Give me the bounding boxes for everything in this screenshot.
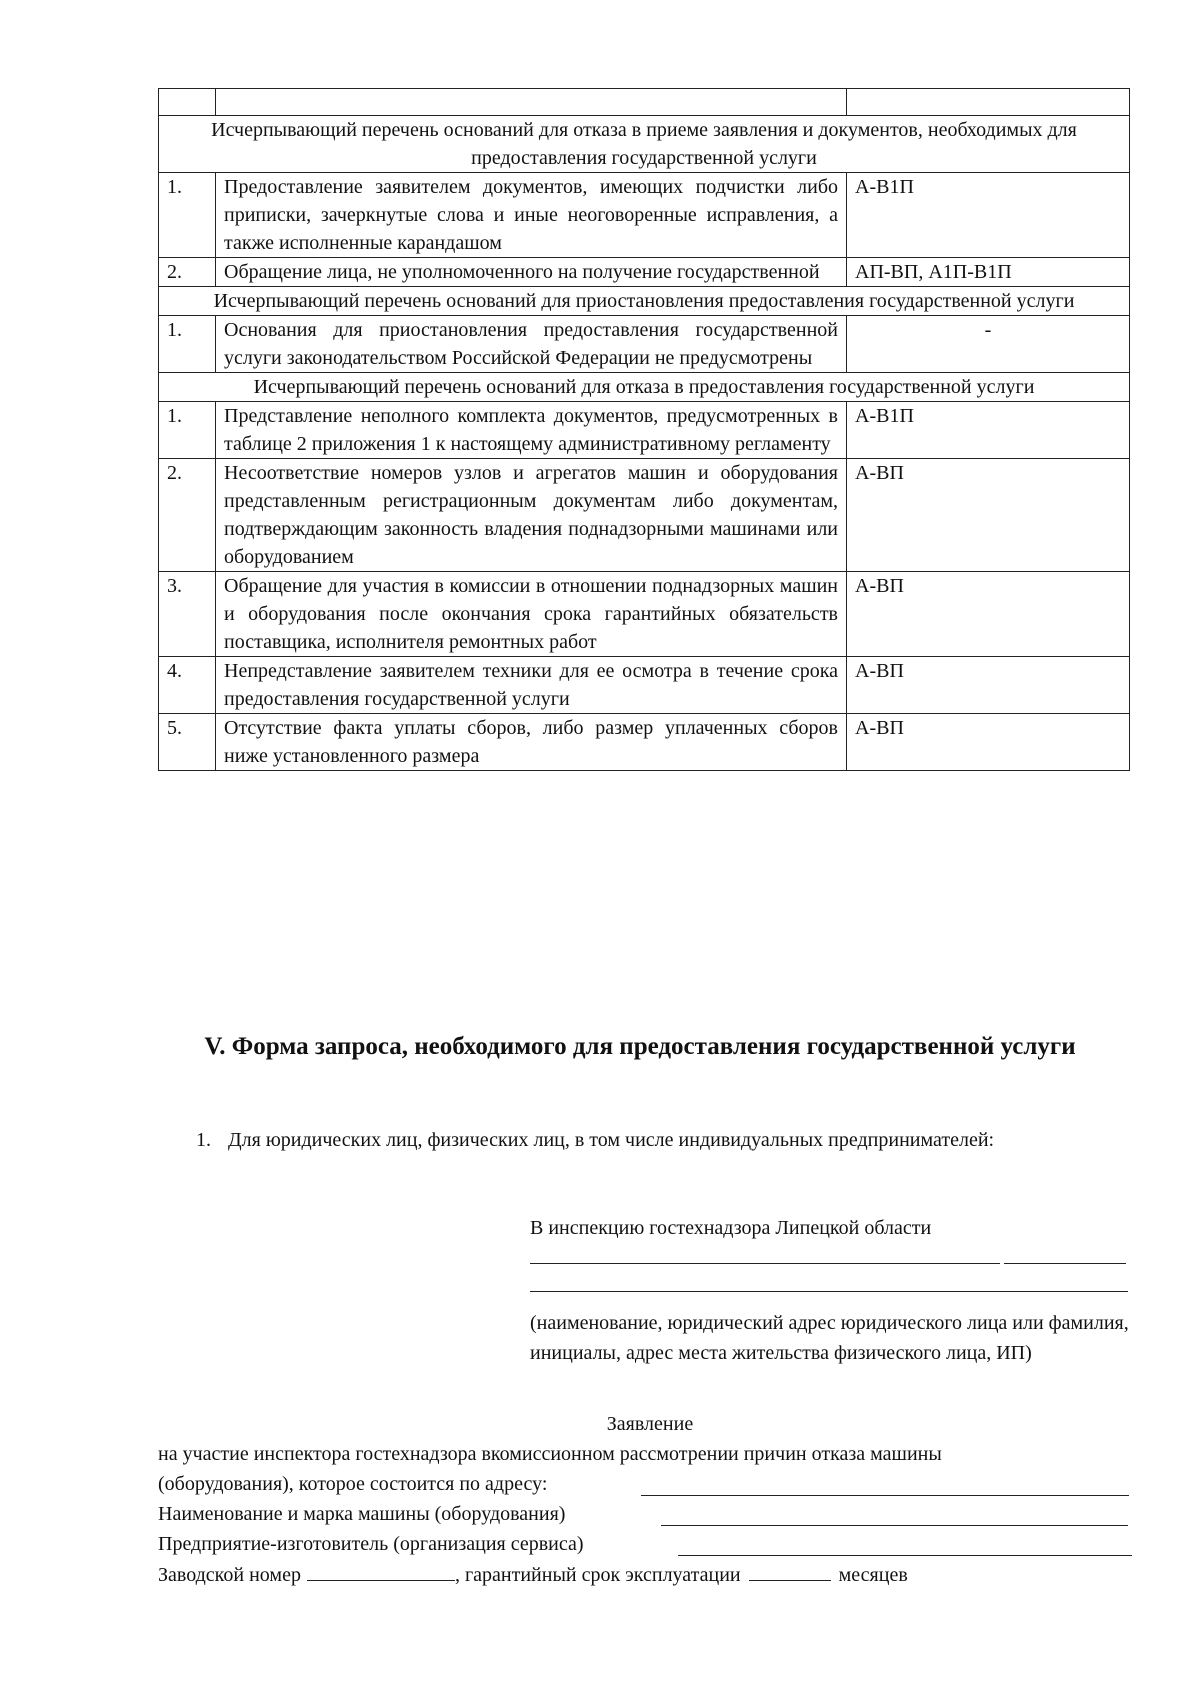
section-heading-suspension: Исчерпывающий перечень оснований для приостановления предоставления государственной услуги bbox=[159, 287, 1130, 316]
serial-number-label: Заводской номер bbox=[158, 1564, 301, 1586]
application-line-1: на участие инспектора гостехнадзора вкомиссионном рассмотрении причин отказа машины bbox=[158, 1443, 942, 1465]
row-text: Основания для приостановления предоставления государственной услуги законодательством Российской Федерации не предусмотрены bbox=[216, 316, 847, 373]
serial-number-field bbox=[307, 1560, 455, 1581]
table-row bbox=[159, 657, 1130, 714]
recipient-note: (наименование, юридический адрес юридического лица или фамилия, инициалы, адрес места жительства физического лица, ИП) bbox=[530, 1312, 1129, 1364]
row-text: Несоответствие номеров узлов и агрегатов машин и оборудования представленным регистрационным документам либо документам, подтверждающим законность владения поднадзорными машинами или оборудованием bbox=[216, 459, 847, 572]
recipient-line: В инспекцию гостехнадзора Липецкой области bbox=[530, 1217, 932, 1239]
section-heading-refusal-service: Исчерпывающий перечень оснований для отказа в предоставления государственной услуги bbox=[159, 373, 1130, 402]
row-text: Представление неполного комплекта документов, предусмотренных в таблице 2 приложения 1 к настоящему административному регламенту bbox=[216, 402, 847, 459]
section-heading-refusal-acceptance: Исчерпывающий перечень оснований для отказа в приеме заявления и документов, необходимых для предоставления государственной услуги bbox=[159, 116, 1130, 173]
blank-line bbox=[1004, 1263, 1126, 1264]
row-number: 2. bbox=[159, 258, 216, 287]
table-row bbox=[159, 402, 1130, 459]
warranty-label: , гарантийный срок эксплуатации bbox=[454, 1564, 741, 1586]
row-number: 2. bbox=[159, 459, 216, 572]
row-code: АП-ВП, А1П-В1П bbox=[847, 258, 1130, 287]
machine-name-field bbox=[661, 1525, 1128, 1526]
row-code: А-ВП bbox=[847, 714, 1130, 771]
row-code: А-ВП bbox=[847, 459, 1130, 572]
application-line-5 bbox=[158, 1560, 908, 1589]
table-row bbox=[159, 459, 1130, 572]
application-line-4: Предприятие-изготовитель (организация сервиса) bbox=[158, 1533, 584, 1555]
row-number: 1. bbox=[159, 402, 216, 459]
application-line-3: Наименование и марка машины (оборудования) bbox=[158, 1503, 566, 1525]
row-text: Отсутствие факта уплаты сборов, либо размер уплаченных сборов ниже установленного размера bbox=[216, 714, 847, 771]
table-row bbox=[159, 572, 1130, 657]
table-header-row bbox=[159, 89, 1130, 116]
table-row bbox=[159, 258, 1130, 287]
warranty-field bbox=[749, 1560, 831, 1581]
blank-line bbox=[530, 1291, 1128, 1292]
section-v-title: V. Форма запроса, необходимого для предоставления государственной услуги bbox=[204, 1033, 1076, 1060]
blank-line bbox=[530, 1263, 1000, 1264]
row-number: 1. bbox=[159, 173, 216, 258]
manufacturer-field bbox=[678, 1555, 1132, 1556]
row-code: А-ВП bbox=[847, 572, 1130, 657]
row-code: А-В1П bbox=[847, 402, 1130, 459]
application-line-2: (оборудования), которое состоится по адресу: bbox=[158, 1473, 548, 1495]
row-number: 1. bbox=[159, 316, 216, 373]
grounds-table bbox=[158, 88, 1130, 771]
row-code: А-ВП bbox=[847, 657, 1130, 714]
row-code: - bbox=[847, 316, 1130, 373]
row-text: Обращение лица, не уполномоченного на получение государственной bbox=[216, 258, 847, 287]
address-field bbox=[641, 1495, 1129, 1496]
row-number: 5. bbox=[159, 714, 216, 771]
table-row bbox=[159, 173, 1130, 258]
table-row bbox=[159, 714, 1130, 771]
row-text: Предоставление заявителем документов, имеющих подчистки либо приписки, зачеркнутые слова и иные неоговоренные исправления, а также исполненные карандашом bbox=[216, 173, 847, 258]
application-heading: Заявление bbox=[606, 1413, 694, 1435]
row-text: Обращение для участия в комиссии в отношении поднадзорных машин и оборудования после окончания срока гарантийных обязательств поставщика, исполнителя ремонтных работ bbox=[216, 572, 847, 657]
months-label: месяцев bbox=[838, 1564, 908, 1586]
table-row bbox=[159, 316, 1130, 373]
applicant-category-item bbox=[196, 1126, 1016, 1154]
row-number: 3. bbox=[159, 572, 216, 657]
item-number: 1. bbox=[196, 1129, 211, 1151]
row-number: 4. bbox=[159, 657, 216, 714]
row-code: А-В1П bbox=[847, 173, 1130, 258]
item-text: Для юридических лиц, физических лиц, в том числе индивидуальных предпринимателей: bbox=[228, 1129, 995, 1151]
row-text: Непредставление заявителем техники для ее осмотра в течение срока предоставления государственной услуги bbox=[216, 657, 847, 714]
